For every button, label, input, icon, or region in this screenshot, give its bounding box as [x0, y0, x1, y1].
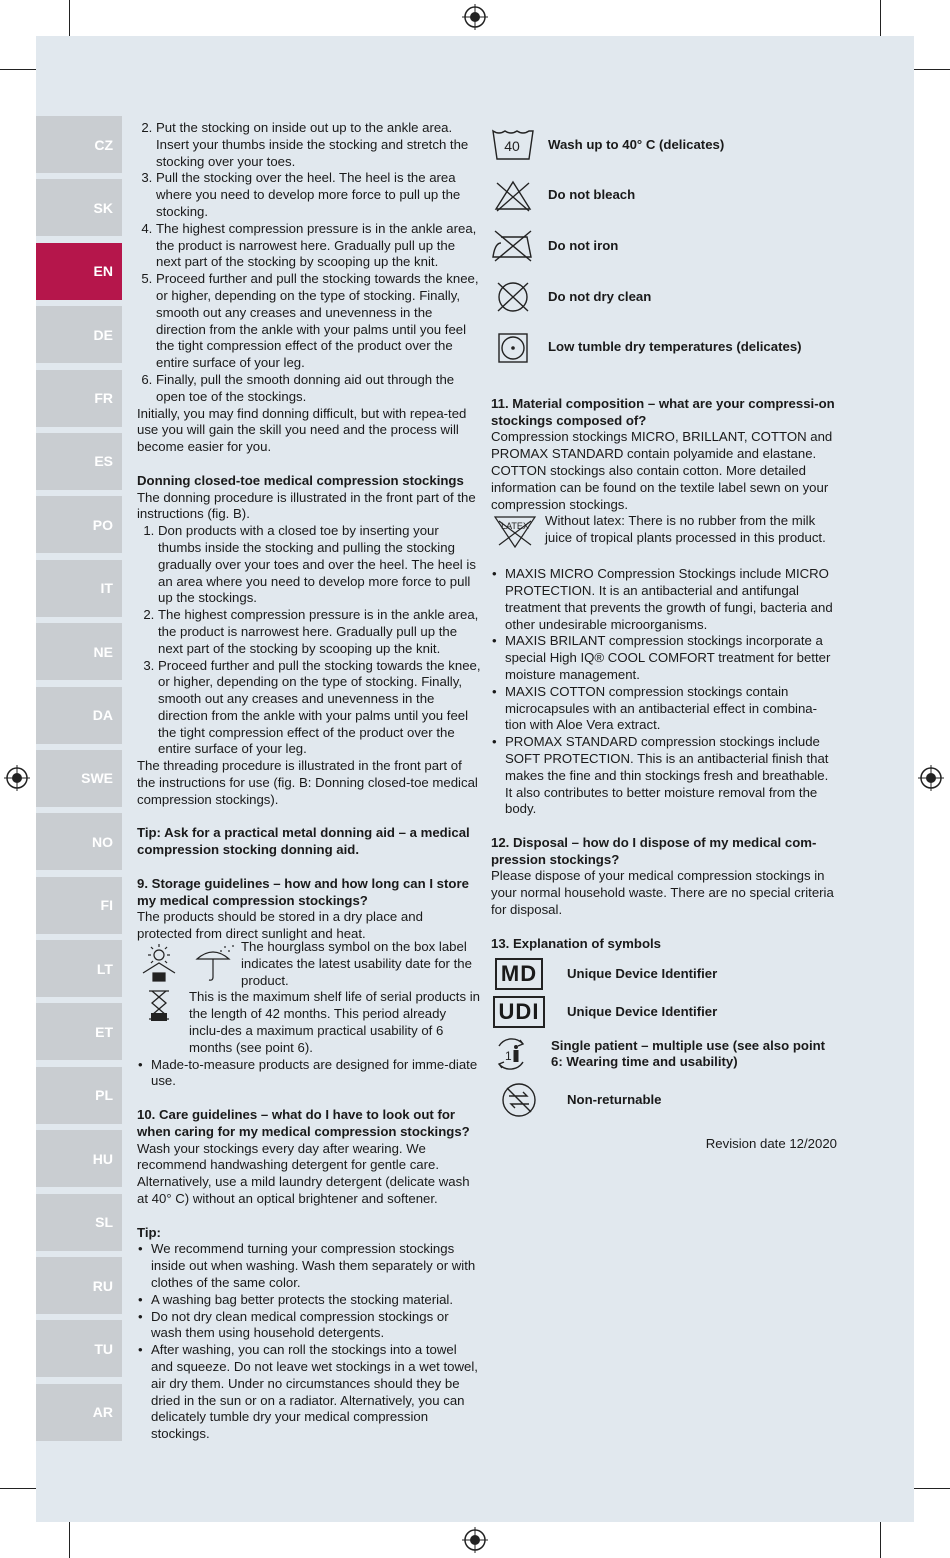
storage-list	[137, 1057, 481, 1091]
tab-ar[interactable]: AR	[36, 1384, 122, 1441]
tips-list	[137, 1241, 481, 1443]
tab-en[interactable]: EN	[36, 243, 122, 300]
tab-fi[interactable]: FI	[36, 877, 122, 934]
tab-lt[interactable]: LT	[36, 940, 122, 997]
paragraph: Initially, you may find donning difficult, but with repea-ted use you will gain the skill you need and the process will become easier for you.	[137, 405, 467, 455]
care-symbol-label: Do not bleach	[548, 187, 636, 203]
tab-cz[interactable]: CZ	[36, 116, 122, 173]
paragraph: The threading procedure is illustrated in the front part of the instructions for use (fig. B: Donning closed-toe medical compression stockings).	[137, 758, 478, 807]
language-tabs	[36, 116, 122, 1447]
tumble-dry-low-icon	[496, 331, 530, 365]
symbol-label: Non-returnable	[567, 1092, 662, 1108]
paragraph: Wash your stockings every day after wearing. We recommend handwashing detergent for gentle care. Alternatively, use a mild laundry detergent (delicate wash at 40° C) without an optical brightener and softener.	[137, 1140, 470, 1206]
list-item: • After washing, you can roll the stockings into a towel and squeeze. Do not leave wet stockings in a wet towel, air dry them. Under no circumstances should they be dried in the sun or on a radiator. Alternatively, you can delicately tumble dry your medical compression stockings.	[151, 1342, 481, 1443]
list-item: 5. Proceed further and pull the stocking towards the knee, or higher, depending on the type of stocking. Finally, smooth out any creases and unevenness in the direction from the ankle with your palms until you feel the tight compression effect of the product over the entire surface of your leg.	[156, 271, 481, 372]
registration-mark-icon	[462, 4, 488, 30]
list-item: 3. Proceed further and pull the stocking towards the knee, or higher, depending on the type of stocking. Finally, smooth out any creases and unevenness in the direction from the ankle with your palms until you feel the tight compression effect of the product over the entire surface of your leg.	[158, 658, 481, 759]
latex-row	[491, 513, 837, 549]
list-item: 6. Finally, pull the smooth donning aid out through the open toe of the stockings.	[156, 372, 481, 406]
care-symbol-row	[491, 171, 837, 222]
care-symbol-label: Low tumble dry temperatures (delicates)	[548, 339, 802, 355]
registration-mark-icon	[4, 765, 30, 791]
section-heading: 10. Care guidelines – what do I have to look out for when caring for my medical compression stockings?	[137, 1107, 470, 1139]
symbol-label: Unique Device Identifier	[567, 1004, 718, 1020]
storage-symbols	[137, 939, 481, 989]
tab-sk[interactable]: SK	[36, 179, 122, 236]
tab-hu[interactable]: HU	[36, 1130, 122, 1187]
care-symbol-label: Do not dry clean	[548, 288, 652, 304]
tab-sl[interactable]: SL	[36, 1194, 122, 1251]
paragraph: Compression stockings MICRO, BRILLANT, COTTON and PROMAX STANDARD contain polyamide and elastane. COTTON stockings also contain cotton. More detailed information can be found on the textile label sewn on your compression stockings.	[491, 429, 833, 512]
care-symbol-label: Wash up to 40° C (delicates)	[548, 136, 725, 152]
registration-mark-icon	[918, 765, 944, 791]
tab-da[interactable]: DA	[36, 687, 122, 744]
symbol-label: Single patient – multiple use (see also point 6: Wearing time and usability)	[551, 1037, 826, 1070]
tab-et[interactable]: ET	[36, 1003, 122, 1060]
open-toe-steps	[137, 120, 481, 406]
do-not-iron-icon	[491, 229, 535, 263]
list-item: • MAXIS BRILANT compression stockings incorporate a special High IQ® COOL COMFORT treatment for better moisture management.	[505, 633, 837, 683]
material-list	[491, 566, 837, 818]
care-symbol-row	[491, 272, 837, 323]
tab-tu[interactable]: TU	[36, 1320, 122, 1377]
hourglass-row	[137, 989, 481, 1056]
single-patient-icon	[491, 1034, 531, 1074]
paragraph: The hourglass symbol on the box label indicates the latest usability date for the product.	[241, 939, 472, 988]
symbol-row	[491, 958, 837, 990]
list-item: • PROMAX STANDARD compression stockings include SOFT PROTECTION. This is an antibacterial finish that makes the fine and thin stockings fresh and breathable. It also contributes to better moisture removal from the body.	[505, 734, 837, 818]
left-column	[137, 120, 481, 1443]
symbol-row	[491, 1080, 837, 1120]
tab-fr[interactable]: FR	[36, 370, 122, 427]
list-item: • Made-to-measure products are designed for imme-diate use.	[151, 1057, 481, 1091]
care-symbol-label: Do not iron	[548, 238, 619, 254]
do-not-bleach-icon	[493, 179, 533, 213]
list-item: 3. Pull the stocking over the heel. The heel is the area where you need to develop more force to pull up the stocking.	[156, 170, 481, 220]
section-heading: Donning closed-toe medical compression stockings	[137, 472, 464, 488]
list-item: • A washing bag better protects the stocking material.	[151, 1292, 481, 1309]
tab-no[interactable]: NO	[36, 813, 122, 870]
tab-it[interactable]: IT	[36, 560, 122, 617]
section-heading: 11. Material composition – what are your compressi-on stockings composed of?	[491, 395, 835, 428]
tab-de[interactable]: DE	[36, 306, 122, 363]
list-item: • MAXIS MICRO Compression Stockings include MICRO PROTECTION. It is an antibacterial and antifungal treatment that prevents the growth of fungi, bacteria and other undesirable microorganisms.	[505, 566, 837, 633]
care-symbol-row	[491, 120, 837, 171]
revision-date: Revision date 12/2020	[705, 1136, 837, 1152]
list-item: • Do not dry clean medical compression stockings or wash them using household detergents.	[151, 1309, 481, 1343]
list-item: 2. The highest compression pressure is in the ankle area, the product is narrowest here. Gradually pull up the next part of the stocking by scooping up the knit.	[158, 607, 481, 657]
tab-pl[interactable]: PL	[36, 1067, 122, 1124]
paragraph: Please dispose of your medical compression stockings in your normal household waste. There are no special criteria for disposal.	[491, 868, 834, 918]
registration-mark-icon	[462, 1527, 488, 1553]
paragraph: This is the maximum shelf life of serial products in the length of 42 months. This period already inclu-des a maximum practical usability of 6 months (see point 6).	[189, 989, 480, 1055]
right-column	[491, 120, 837, 1153]
symbol-label: Unique Device Identifier	[567, 966, 718, 982]
list-item: • We recommend turning your compression stockings inside out when washing. Wash them separately or with clothes of the same color.	[151, 1241, 481, 1291]
list-item: 2. Put the stocking on inside out up to the ankle area. Insert your thumbs inside the stocking and stretch the stocking over your toes.	[156, 120, 481, 170]
section-heading: 12. Disposal – how do I dispose of my medical com-pression stockings?	[491, 834, 817, 867]
section-heading: 9. Storage guidelines – how and how long can I store my medical compression stockings?	[137, 875, 469, 908]
hourglass-icon	[147, 989, 183, 1023]
closed-toe-steps	[137, 523, 481, 758]
wash-40-icon	[491, 127, 535, 163]
paragraph: The donning procedure is illustrated in the front part of the instructions (fig. B).	[137, 489, 476, 522]
tab-swe[interactable]: SWE	[36, 750, 122, 807]
md-icon: MD	[495, 958, 543, 990]
tab-po[interactable]: PO	[36, 496, 122, 553]
care-symbol-row	[491, 322, 837, 373]
care-symbol-row	[491, 221, 837, 272]
paragraph: The products should be stored in a dry place and protected from direct sunlight and heat.	[137, 909, 423, 942]
tip-heading: Tip:	[137, 1224, 161, 1240]
latex-free-icon	[491, 513, 539, 549]
tab-es[interactable]: ES	[36, 433, 122, 490]
single-patient-number: 1	[505, 1049, 512, 1064]
do-not-dry-clean-icon	[494, 279, 532, 315]
udi-icon: UDI	[493, 996, 546, 1028]
non-returnable-icon	[499, 1080, 539, 1120]
sun-and-umbrella-icon	[137, 943, 237, 983]
list-item: • MAXIS COTTON compression stockings contain microcapsules with an antibacterial effect in combina-tion with Aloe Vera extract.	[505, 684, 837, 734]
tip-heading: Tip: Ask for a practical metal donning aid – a medical compression stocking donning aid.	[137, 825, 470, 858]
symbol-row	[491, 996, 837, 1028]
tab-ne[interactable]: NE	[36, 623, 122, 680]
wash-temperature: 40	[504, 138, 520, 155]
paragraph: Without latex: There is no rubber from the milk juice of tropical plants processed in this product.	[545, 513, 826, 546]
section-heading: 13. Explanation of symbols	[491, 935, 662, 951]
list-item: 1. Don products with a closed toe by inserting your thumbs inside the stocking and pulling the stocking gradually over your toes and over the heel. The heel is an area where you need to develop more force to pull up the stockings.	[158, 523, 481, 607]
symbol-row	[491, 1034, 837, 1074]
list-item: 4. The highest compression pressure is in the ankle area, the product is narrowest here. Gradually pull up the next part of the stocking by scooping up the knit.	[156, 221, 481, 271]
tab-ru[interactable]: RU	[36, 1257, 122, 1314]
latex-badge: LATEX	[501, 521, 529, 532]
